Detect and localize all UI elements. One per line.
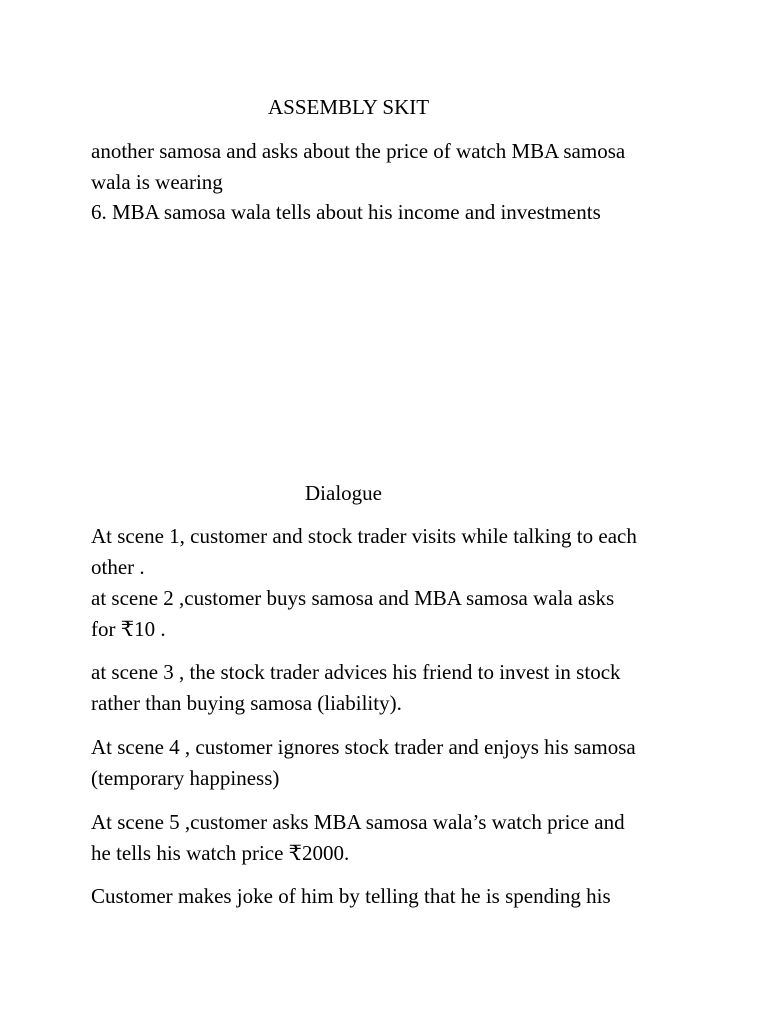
document-title: ASSEMBLY SKIT [268,95,430,119]
scene-3-line-1: at scene 3 , the stock trader advices his friend to invest in stock [91,660,621,684]
scene-4-line-1: At scene 4 , customer ignores stock trader and enjoys his samosa [91,735,636,759]
scene-5-line-1: At scene 5 ,customer asks MBA samosa wala’s watch price and [91,810,625,834]
scene-4-line-2: (temporary happiness) [91,766,280,790]
scene-6-line-1: Customer makes joke of him by telling that he is spending his [91,884,611,908]
intro-line-1: another samosa and asks about the price of watch MBA samosa [91,139,626,163]
intro-line-3: 6. MBA samosa wala tells about his income and investments [91,200,601,224]
intro-line-2: wala is wearing [91,170,223,194]
section-heading-dialogue: Dialogue [305,481,382,505]
scene-3-line-2: rather than buying samosa (liability). [91,691,402,715]
scene-1-line-1: At scene 1, customer and stock trader visits while talking to each [91,524,637,548]
scene-2-line-1: at scene 2 ,customer buys samosa and MBA samosa wala asks [91,586,615,610]
scene-1-line-2: other . [91,555,145,579]
scene-5-line-2: he tells his watch price ₹2000. [91,841,350,865]
scene-2-line-2: for ₹10 . [91,617,166,641]
